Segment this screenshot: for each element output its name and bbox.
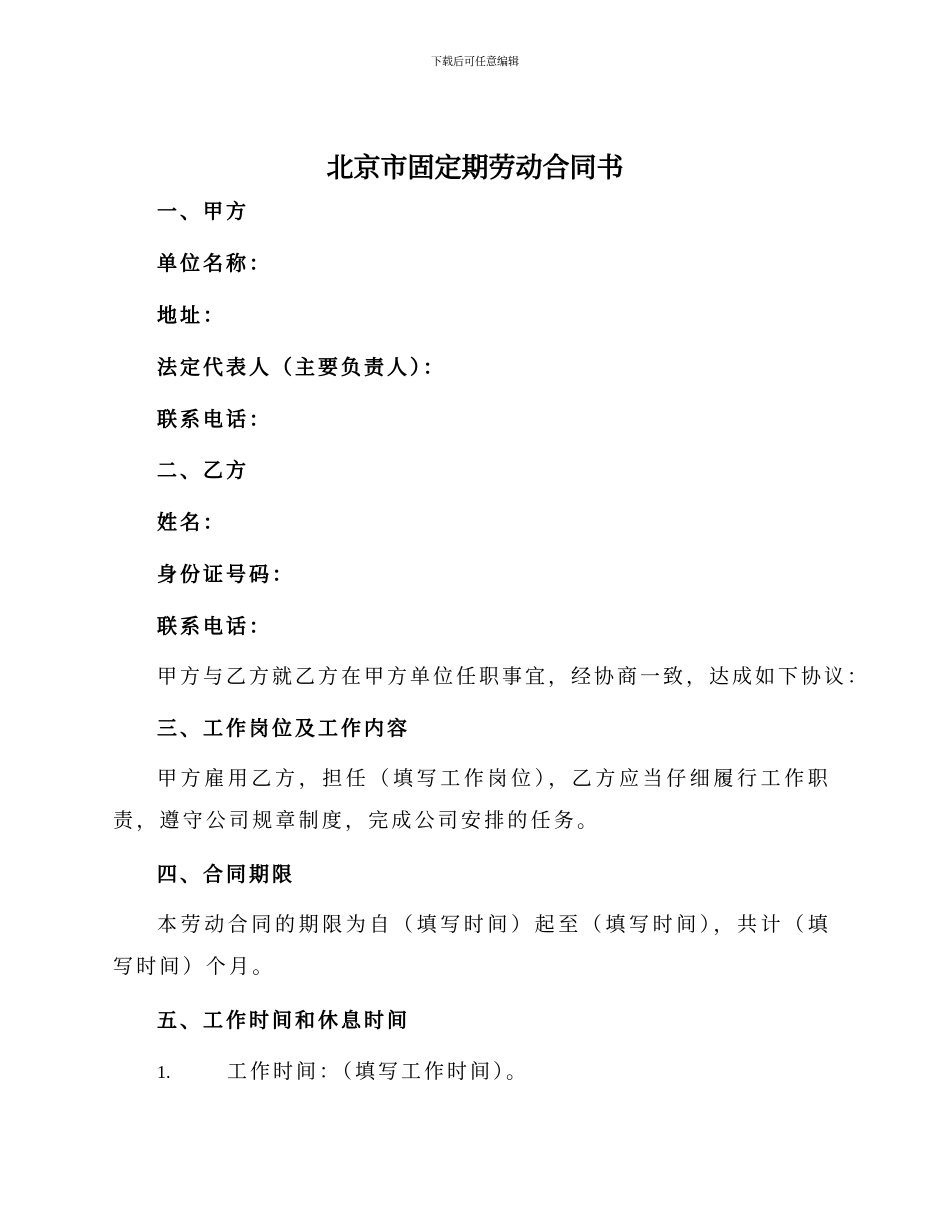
id-number-label: 身份证号码： — [157, 562, 295, 586]
section4-body: 本劳动合同的期限为自（填写时间）起至（填写时间），共计（填写时间）个月。 — [113, 912, 831, 978]
unit-name-label: 单位名称： — [157, 251, 272, 275]
list-item-number: 1. — [157, 1062, 171, 1082]
section3-body: 甲方雇用乙方，担任（填写工作岗位），乙方应当仔细履行工作职责，遵守公司规章制度，完成公司安排的任务。 — [113, 766, 831, 832]
address-label: 地址： — [157, 303, 226, 327]
party-a-heading: 一、甲方 — [157, 199, 249, 223]
list-item — [157, 1057, 529, 1086]
name-label: 姓名： — [157, 510, 226, 534]
document-title: 北京市固定期劳动合同书 — [326, 153, 624, 184]
section5-heading: 五、工作时间和休息时间 — [157, 1008, 410, 1032]
party-b-phone-label: 联系电话： — [157, 614, 272, 638]
intro-text: 甲方与乙方就乙方在甲方单位任职事宜，经协商一致，达成如下协议： — [157, 664, 870, 688]
section3-heading: 三、工作岗位及工作内容 — [157, 716, 410, 740]
section4-heading: 四、合同期限 — [157, 862, 295, 886]
legal-rep-label: 法定代表人（主要负责人）： — [157, 355, 446, 379]
party-b-heading: 二、乙方 — [157, 458, 249, 482]
party-a-phone-label: 联系电话： — [157, 407, 272, 431]
list-item-text: 工作时间：（填写工作时间）。 — [227, 1059, 529, 1083]
header-note: 下载后可任意编辑 — [431, 55, 519, 68]
